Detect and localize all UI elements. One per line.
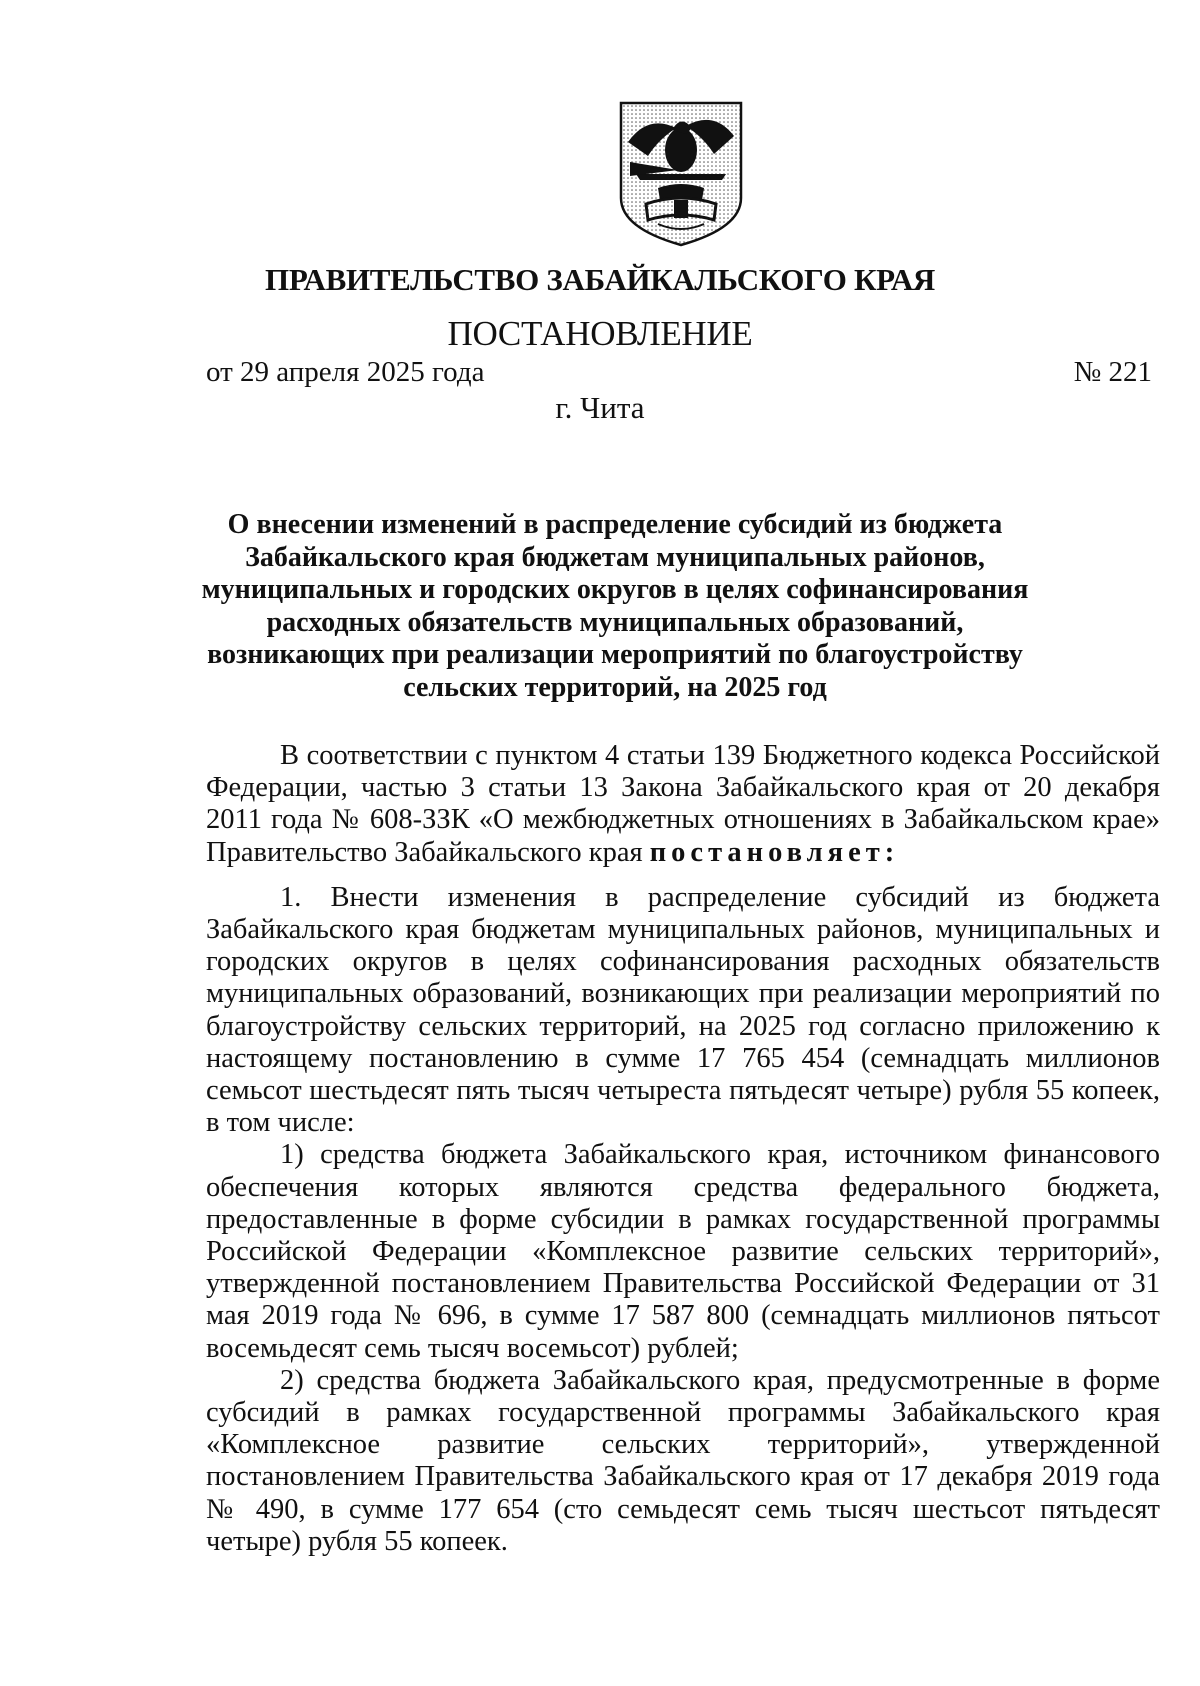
document-date: от 29 апреля 2025 года xyxy=(206,356,485,388)
document-body xyxy=(206,740,1160,1558)
resolves-word: постановляет: xyxy=(649,836,900,868)
preamble-text: В соответствии с пунктом 4 статьи 139 Бюджетного кодекса Российской Федерации, частью 3 статьи 13 Закона Забайкальского края от 20 декабря 2011 года № 608-ЗЗК «О межбюджетных отношениях в Забайкальском крае» Правительство Забайкальского края xyxy=(206,740,1160,868)
document-city: г. Чита xyxy=(555,390,645,425)
preamble-paragraph xyxy=(206,740,1160,869)
government-title: ПРАВИТЕЛЬСТВО ЗАБАЙКАЛЬСКОГО КРАЯ xyxy=(265,262,935,297)
document-number: № 221 xyxy=(1073,356,1152,388)
document-subject: О внесении изменений в распределение субсидий из бюджета Забайкальского края бюджетам муниципальных районов, муниципальных и городских округов в целях софинансирования расходных обязательств муниципальных образований, возникающих при реализации мероприятий по благоустройству сельских территорий, на 2025 год xyxy=(201,509,1029,703)
coat-of-arms-icon xyxy=(618,100,744,248)
document-type: ПОСТАНОВЛЕНИЕ xyxy=(447,314,753,353)
item-1-paragraph: 1. Внести изменения в распределение субсидий из бюджета Забайкальского края бюджетам муниципальных районов, муниципальных и городских округов в целях софинансирования расходных обязательств муниципальных образований, возникающих при реализации мероприятий по благоустройству сельских территорий, на 2025 год согласно приложению к настоящему постановлению в сумме 17 765 454 (семнадцать миллионов семьсот шестьдесят пять тысяч четыреста пятьдесят четыре) рубля 55 копеек, в том числе: xyxy=(206,881,1160,1139)
item-1-1-paragraph: 1) средства бюджета Забайкальского края, источником финансового обеспечения которых являются средства федерального бюджета, предоставленные в форме субсидии в рамках государственной программы Российской Федерации «Комплексное развитие сельских территорий», утвержденной постановлением Правительства Российской Федерации от 31 мая 2019 года № 696, в сумме 17 587 800 (семнадцать миллионов пятьсот восемьдесят семь тысяч восемьсот) рублей; xyxy=(206,1139,1160,1364)
item-1-2-paragraph: 2) средства бюджета Забайкальского края, предусмотренные в форме субсидий в рамках государственной программы Забайкальского края «Комплексное развитие сельских территорий», утвержденной постановлением Правительства Забайкальского края от 17 декабря 2019 года № 490, в сумме 177 654 (сто семьдесят семь тысяч шестьсот пятьдесят четыре) рубля 55 копеек. xyxy=(206,1364,1160,1557)
